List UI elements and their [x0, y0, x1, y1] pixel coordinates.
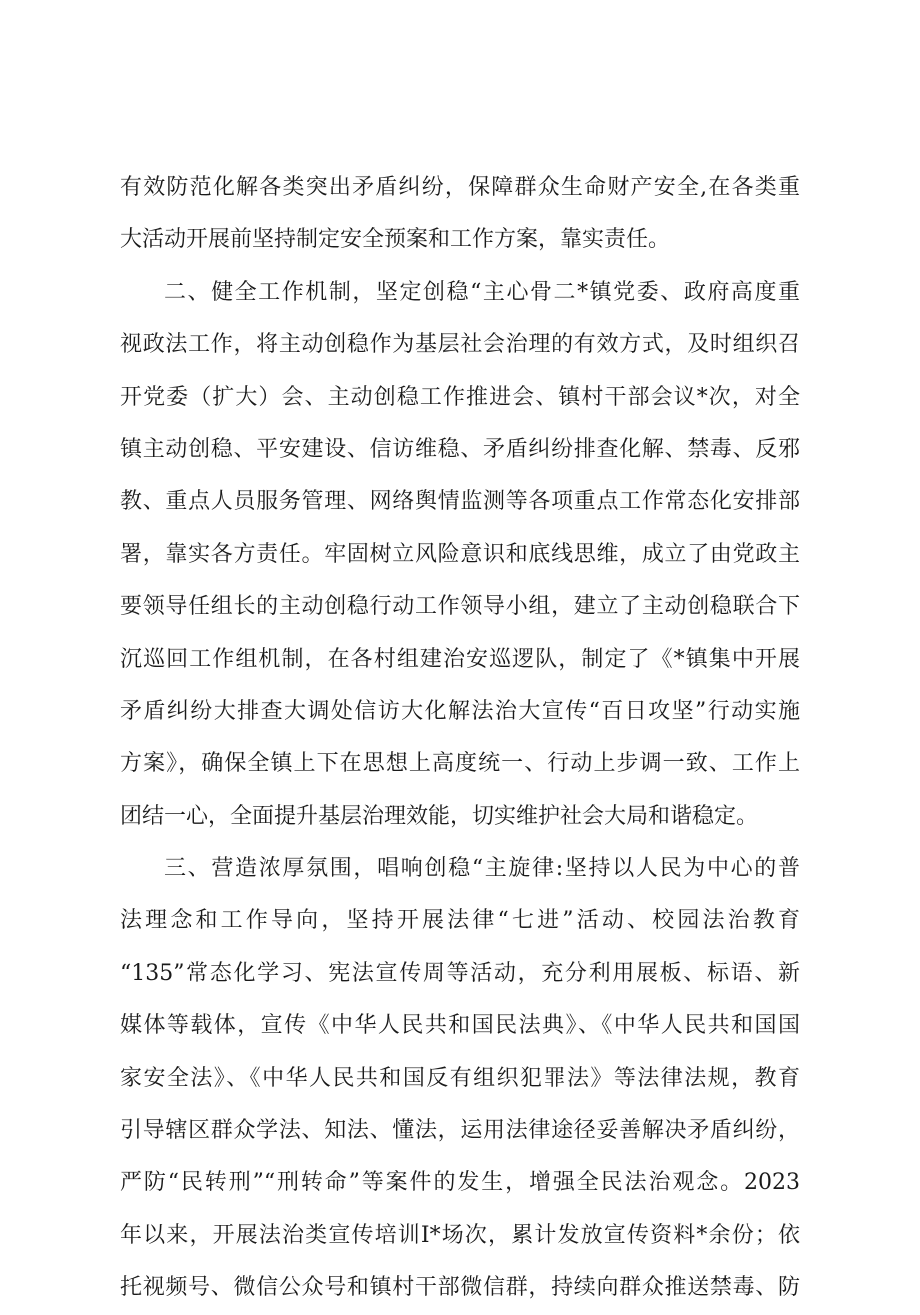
text-line: 二、健全工作机制，坚定创稳“主心骨二*镇党委、政府高度重: [164, 279, 800, 305]
paragraph-1: [120, 162, 800, 267]
text-line: 法理念和工作导向，坚持开展法律“七进”活动、校园法治教育: [120, 908, 800, 934]
text-line: 三、营造浓厚氛围，唱响创稳“主旋律:坚持以人民为中心的普: [164, 856, 800, 882]
paragraph-2: [120, 267, 800, 843]
text-line: 要领导任组长的主动创稳行动工作领导小组，建立了主动创稳联合下: [120, 594, 800, 620]
text-line: 教、重点人员服务管理、网络舆情监测等各项重点工作常态化安排部: [120, 489, 800, 515]
paragraph-3: [120, 843, 800, 1315]
text-line: 沉巡回工作组机制，在各村组建治安巡逻队，制定了《*镇集中开展: [120, 646, 800, 672]
text-line: 大活动开展前坚持制定安全预案和工作方案，靠实责任。: [120, 227, 671, 253]
document-body: [120, 162, 800, 1315]
text-line: 署，靠实各方责任。牢固树立风险意识和底线思维，成立了由党政主: [120, 541, 800, 567]
text-line: 开党委（扩大）会、主动创稳工作推进会、镇村干部会议*次，对全: [120, 384, 800, 410]
text-line: 镇主动创稳、平安建设、信访维稳、矛盾纠纷排查化解、禁毒、反邪: [120, 436, 800, 462]
text-line: 视政法工作，将主动创稳作为基层社会治理的有效方式，及时组织召: [120, 332, 800, 358]
text-line: 严防“民转刑”“刑转命”等案件的发生，增强全民法治观念。2023: [120, 1170, 800, 1196]
text-line: 媒体等载体，宣传《中华人民共和国民法典》、《中华人民共和国国: [120, 1013, 800, 1039]
text-line: 方案》，确保全镇上下在思想上高度统一、行动上步调一致、工作上: [120, 751, 800, 777]
text-line: 有效防范化解各类突出矛盾纠纷，保障群众生命财产安全,在各类重: [120, 175, 800, 200]
text-line: 矛盾纠纷大排查大调处信访大化解法治大宣传“百日攻坚”行动实施: [120, 698, 800, 724]
text-line: 团结一心，全面提升基层治理效能，切实维护社会大局和谐稳定。: [120, 803, 759, 829]
text-line: 家安全法》、《中华人民共和国反有组织犯罪法》等法律法规，教育: [120, 1065, 800, 1091]
text-line: 托视频号、微信公众号和镇村干部微信群，持续向群众推送禁毒、防: [120, 1275, 800, 1301]
text-line: 年以来，开展法治类宣传培训I*场次，累计发放宣传资料*余份；依: [120, 1222, 800, 1248]
text-line: 引导辖区群众学法、知法、懂法，运用法律途径妥善解决矛盾纠纷，: [120, 1118, 800, 1144]
text-line: “135”常态化学习、宪法宣传周等活动，充分利用展板、标语、新: [120, 960, 800, 986]
